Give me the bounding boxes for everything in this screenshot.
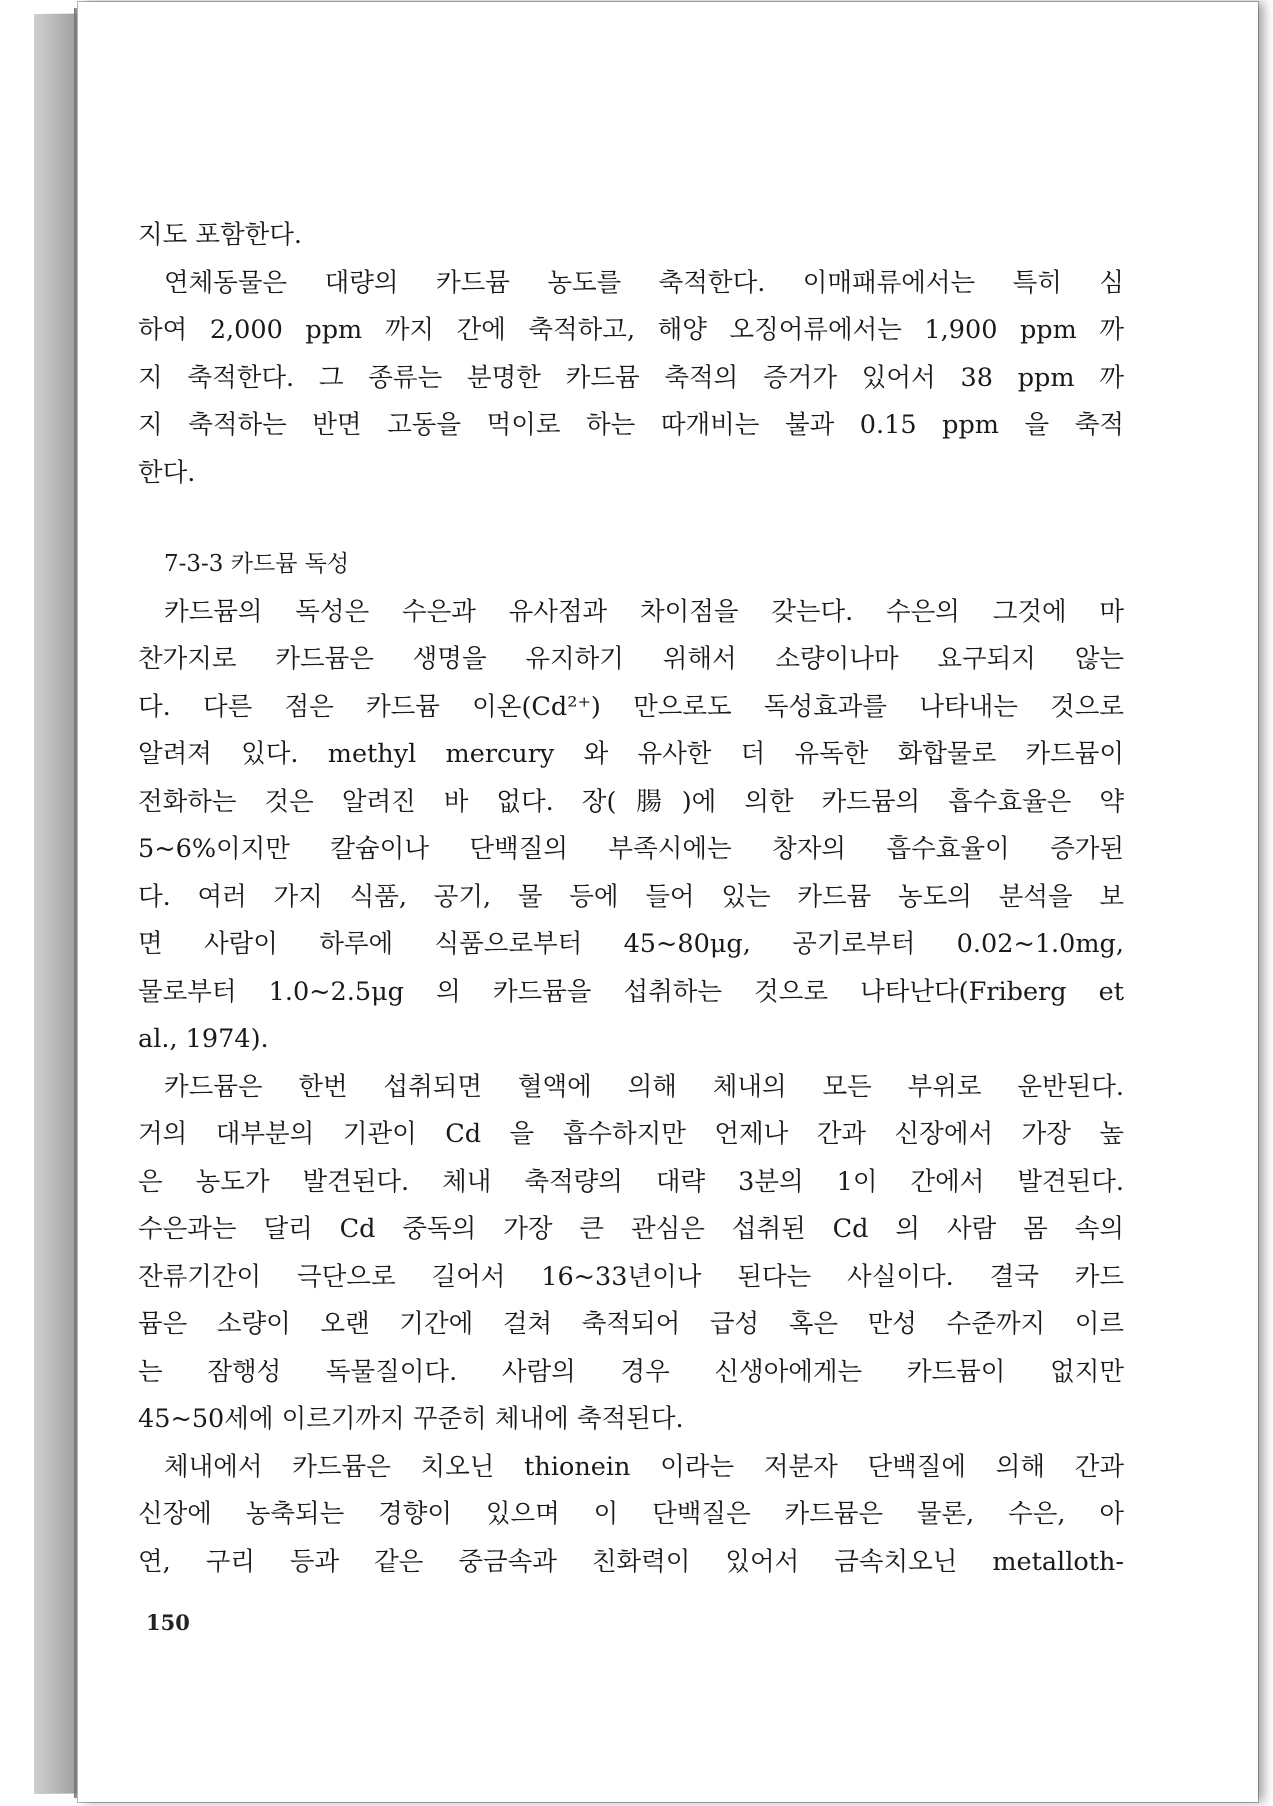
text-line: 지 축적하는 반면 고동을 먹이로 하는 따개비는 불과 0.15 ppm 을 축적	[138, 410, 1124, 440]
text-line: 5~6%이지만 칼슘이나 단백질의 부족시에는 창자의 흡수효율이 증가된	[138, 834, 1124, 864]
text-line: 면 사람이 하루에 식품으로부터 45~80μg, 공기로부터 0.02~1.0mg,	[138, 929, 1124, 959]
text-line: 잔류기간이 극단으로 길어서 16~33년이나 된다는 사실이다. 결국 카드	[138, 1261, 1124, 1292]
text-line: 한다.	[138, 457, 196, 488]
text-line: 은 농도가 발견된다. 체내 축적량의 대략 3분의 1이 간에서 발견된다.	[138, 1166, 1124, 1197]
text-line: 거의 대부분의 기관이 Cd 을 흡수하지만 언제나 간과 신장에서 가장 높	[138, 1119, 1124, 1149]
text-line: 체내에서 카드뮴은 치오닌 thionein 이라는 저분자 단백질에 의해 간과	[164, 1451, 1124, 1482]
body-text	[138, 212, 1124, 1586]
text-line: 알려져 있다. methyl mercury 와 유사한 더 유독한 화합물로 카드뮴이	[138, 739, 1124, 769]
text-line: 는 잠행성 독물질이다. 사람의 경우 신생아에게는 카드뮴이 없지만	[138, 1356, 1124, 1387]
text-line: 지도 포함한다.	[138, 220, 303, 250]
text-line: 연, 구리 등과 같은 중금속과 친화력이 있어서 금속치오닌 metalloth-	[138, 1546, 1124, 1577]
text-line: 다. 다른 점은 카드뮴 이온(Cd²⁺) 만으로도 독성효과를 나타내는 것으로	[138, 691, 1124, 722]
text-line: 카드뮴의 독성은 수은과 유사점과 차이점을 갖는다. 수은의 그것에 마	[164, 596, 1124, 627]
text-line: 뮴은 소량이 오랜 기간에 걸쳐 축적되어 급성 혹은 만성 수준까지 이르	[138, 1309, 1124, 1339]
text-line: 물로부터 1.0~2.5μg 의 카드뮴을 섭취하는 것으로 나타난다(Friberg et	[138, 976, 1124, 1007]
text-line: 45~50세에 이르기까지 꾸준히 체내에 축적된다.	[138, 1404, 684, 1434]
text-line: 하여 2,000 ppm 까지 간에 축적하고, 해양 오징어류에서는 1,900 ppm 까	[138, 315, 1124, 345]
text-line: 다. 여러 가지 식품, 공기, 물 등에 들어 있는 카드뮴 농도의 분석을 보	[138, 881, 1124, 912]
section-heading: 7-3-3 카드뮴 독성	[164, 551, 350, 577]
text-line: 연체동물은 대량의 카드뮴 농도를 축적한다. 이매패류에서는 특히 심	[164, 267, 1124, 298]
text-line: 카드뮴은 한번 섭취되면 혈액에 의해 체내의 모든 부위로 운반된다.	[164, 1071, 1124, 1102]
text-line: 전화하는 것은 알려진 바 없다. 장(腸)에 의한 카드뮴의 흡수효율은 약	[138, 786, 1124, 817]
text-line: al., 1974).	[138, 1024, 269, 1054]
text-line: 수은과는 달리 Cd 중독의 가장 큰 관심은 섭취된 Cd 의 사람 몸 속의	[138, 1214, 1124, 1244]
text-line: 지 축적한다. 그 종류는 분명한 카드뮴 축적의 증거가 있어서 38 ppm 까	[138, 362, 1124, 393]
section-gap	[138, 497, 1124, 541]
text-line: 찬가지로 카드뮴은 생명을 유지하기 위해서 소량이나마 요구되지 않는	[138, 644, 1124, 674]
text-line: 신장에 농축되는 경향이 있으며 이 단백질은 카드뮴은 물론, 수은, 아	[138, 1499, 1124, 1529]
page-number: 150	[146, 1610, 190, 1635]
